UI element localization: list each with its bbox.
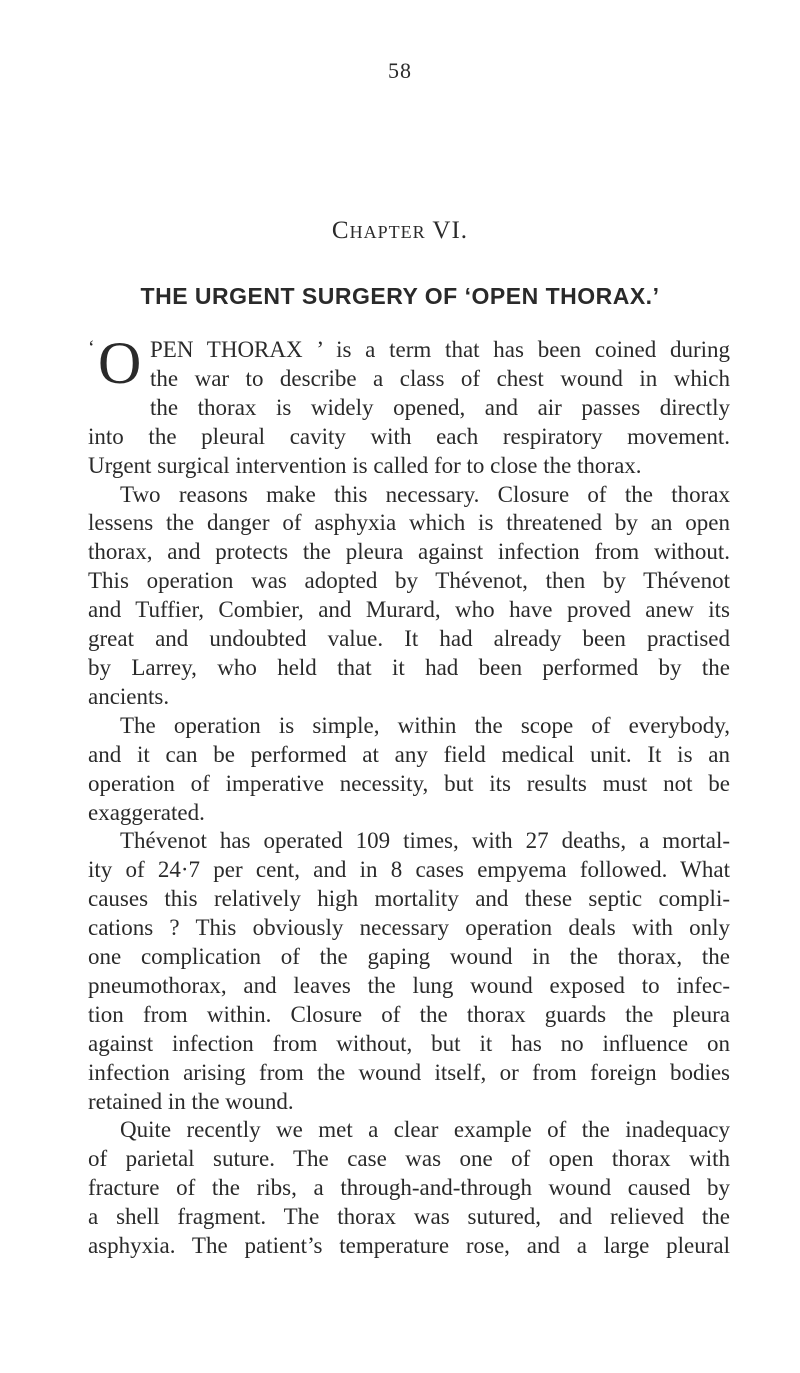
text-line: retained in the wound.: [88, 1088, 294, 1114]
text-line: ity of 24·7 per cent, and in 8 cases empyema followed. What: [88, 857, 730, 883]
text-line: PEN THORAX ’ is a term that has been coined during: [150, 337, 730, 362]
text-line: a shell fragment. The thorax was sutured, and relieved the: [88, 1204, 730, 1230]
section-title: THE URGENT SURGERY OF ‘OPEN THORAX.’: [140, 283, 660, 309]
paragraph-2: [88, 481, 730, 712]
text-line: infection arising from the wound itself, or from foreign bodies: [88, 1059, 730, 1085]
page-number: 58: [388, 58, 412, 83]
text-line: exaggerated.: [88, 799, 205, 825]
text-line: asphyxia. The patient’s temperature rose, and a large pleural: [88, 1233, 730, 1259]
chapter-word: Chapter: [331, 217, 426, 244]
text-line: against infection from without, but it has no influence on: [88, 1030, 730, 1056]
open-quote: ‘: [88, 337, 95, 359]
text-line: the war to describe a class of chest wound in which: [150, 365, 730, 391]
text-line: one complication of the gaping wound in the thorax, the: [88, 944, 730, 970]
text-line: tion from within. Closure of the thorax guards the pleura: [88, 1001, 730, 1027]
text-line: The operation is simple, within the scope of everybody,: [120, 712, 730, 738]
text-line: into the pleural cavity with each respiratory movement.: [88, 423, 730, 449]
text-line: and Tuffier, Combier, and Murard, who have proved anew its: [88, 597, 730, 623]
text-line: Thévenot has operated 109 times, with 27 deaths, a mortal-: [120, 828, 730, 854]
text-line: ancients.: [88, 683, 170, 709]
text-line: operation of imperative necessity, but its results must not be: [88, 770, 730, 796]
text-line: Urgent surgical intervention is called for to close the thorax.: [88, 452, 642, 478]
paragraph-4: [88, 827, 730, 1116]
text-line: and it can be performed at any field medical unit. It is an: [88, 741, 730, 767]
paragraph-1: [88, 330, 730, 481]
text-line: by Larrey, who held that it had been performed by the: [88, 654, 730, 680]
text-line: great and undoubted value. It had already been practised: [88, 626, 730, 652]
body-text: [88, 330, 730, 1261]
paragraph-5: [88, 1116, 730, 1261]
text-line: fracture of the ribs, a through-and-through wound caused by: [88, 1175, 730, 1201]
text-line: cations ? This obviously necessary operation deals with only: [88, 915, 730, 941]
text-line: causes this relatively high mortality and these septic compli-: [88, 886, 730, 912]
drop-cap: O: [98, 330, 142, 396]
text-line: Quite recently we met a clear example of the inadequacy: [120, 1117, 730, 1143]
text-line: the thorax is widely opened, and air passes directly: [150, 394, 730, 420]
text-line: of parietal suture. The case was one of open thorax with: [88, 1146, 730, 1172]
text-line: pneumothorax, and leaves the lung wound exposed to infec-: [88, 972, 730, 998]
text-line: thorax, and protects the pleura against infection from without.: [88, 539, 730, 565]
text-line: Two reasons make this necessary. Closure of the thorax: [120, 481, 730, 507]
paragraph-3: [88, 712, 730, 828]
text-line: This operation was adopted by Thévenot, then by Thévenot: [88, 568, 730, 594]
chapter-heading: [0, 217, 800, 245]
chapter-numeral: VI.: [432, 217, 469, 244]
text-line: lessens the danger of asphyxia which is threatened by an open: [88, 510, 730, 536]
